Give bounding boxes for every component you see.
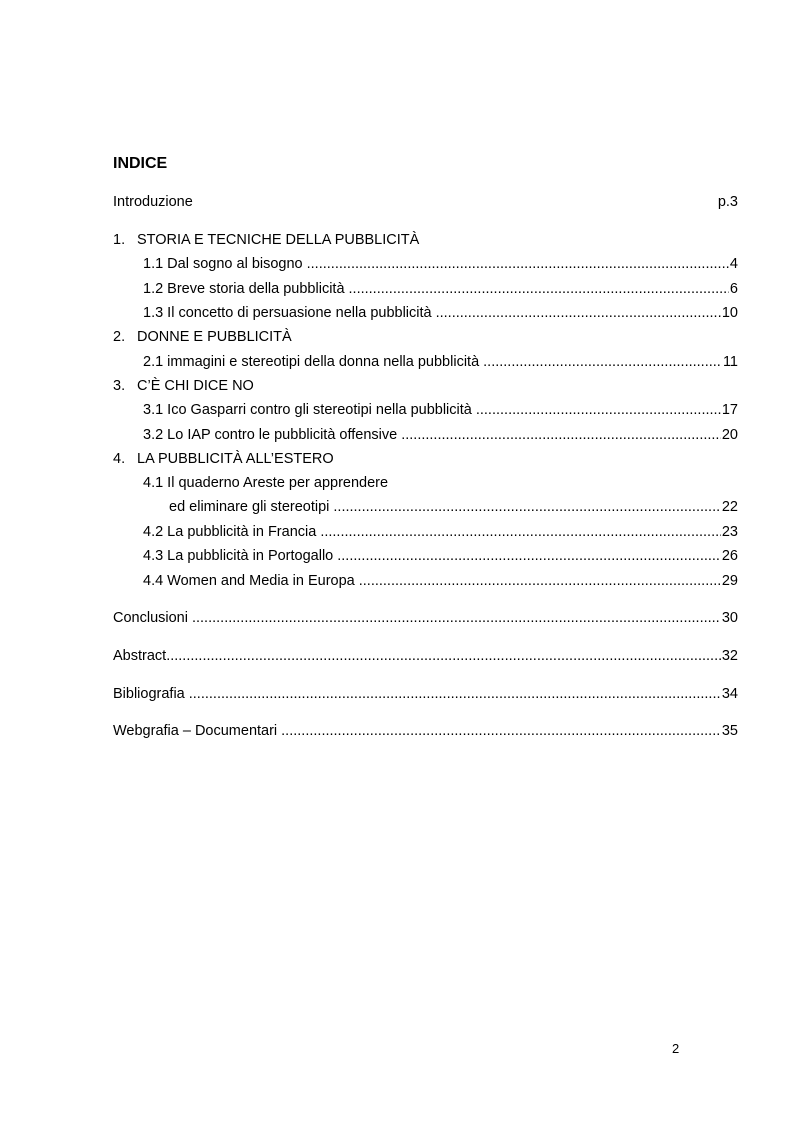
toc-entry <box>113 686 738 706</box>
page-number: 2 <box>672 1041 680 1056</box>
toc-label: 4.3 La pubblicità in Portogallo <box>143 548 334 564</box>
toc-label: Abstract <box>113 648 167 664</box>
toc-label: 4.2 La pubblicità in Francia <box>143 524 317 540</box>
toc-entry <box>143 548 738 568</box>
toc-entry <box>143 427 738 447</box>
section-number: 3. <box>113 378 126 394</box>
leader-dots <box>359 573 721 589</box>
toc-label: 3.2 Lo IAP contro le pubblicità offensive <box>143 427 398 443</box>
leader-dots <box>349 281 729 297</box>
toc-page: 20 <box>721 427 738 443</box>
toc-entry <box>169 499 738 519</box>
toc-page: 29 <box>721 573 738 589</box>
leader-dots <box>436 305 721 321</box>
section-label: LA PUBBLICITÀ ALL’ESTERO <box>137 451 334 467</box>
toc-entry <box>143 281 738 301</box>
toc-intro <box>113 194 738 214</box>
toc-label: Conclusioni <box>113 610 188 626</box>
leader-dots <box>166 648 721 664</box>
leader-dots <box>483 354 722 370</box>
toc-page: 11 <box>722 354 738 370</box>
toc-section <box>113 451 738 471</box>
toc-section <box>113 329 738 349</box>
toc-entry <box>143 305 738 325</box>
toc-page: 35 <box>721 723 738 739</box>
toc-entry <box>143 256 738 276</box>
leader-dots <box>189 686 721 702</box>
toc-page: 22 <box>721 499 738 515</box>
toc-page: 23 <box>721 524 738 540</box>
section-number: 4. <box>113 451 126 467</box>
toc-label: 1.1 Dal sogno al bisogno <box>143 256 303 272</box>
toc-page: 17 <box>721 402 738 418</box>
toc-entry <box>143 475 738 495</box>
leader-dots <box>337 548 721 564</box>
toc-label: ed eliminare gli stereotipi <box>169 499 330 515</box>
toc-label: Webgrafia – Documentari <box>113 723 278 739</box>
toc-label: 1.2 Breve storia della pubblicità <box>143 281 345 297</box>
section-label: C’È CHI DICE NO <box>137 378 254 394</box>
toc-label: 4.1 Il quaderno Areste per apprendere <box>143 475 389 491</box>
toc-page: 6 <box>729 281 738 297</box>
toc-entry <box>143 402 738 422</box>
section-label: DONNE E PUBBLICITÀ <box>137 329 292 345</box>
toc-label: Bibliografia <box>113 686 185 702</box>
toc-label: 1.3 Il concetto di persuasione nella pubblicità <box>143 305 432 321</box>
toc-entry <box>113 648 738 668</box>
toc-entry <box>113 723 738 743</box>
leader-dots <box>333 499 720 515</box>
leader-dots <box>281 723 721 739</box>
section-number: 2. <box>113 329 126 345</box>
toc-label: Introduzione <box>113 194 193 210</box>
toc-entry <box>143 354 738 374</box>
toc-entry <box>143 524 738 544</box>
toc-label: 2.1 immagini e stereotipi della donna nella pubblicità <box>143 354 480 370</box>
toc-label: 4.4 Women and Media in Europa <box>143 573 355 589</box>
toc-page: 30 <box>721 610 738 626</box>
leader-dots <box>307 256 729 272</box>
leader-dots <box>401 427 721 443</box>
toc-section <box>113 378 738 398</box>
toc-page: 10 <box>721 305 738 321</box>
toc-section <box>113 232 738 252</box>
toc-label: 3.1 Ico Gasparri contro gli stereotipi nella pubblicità <box>143 402 472 418</box>
toc-page: 4 <box>729 256 738 272</box>
toc-page: 26 <box>721 548 738 564</box>
leader-dots <box>476 402 721 418</box>
section-number: 1. <box>113 232 126 248</box>
leader-dots <box>320 524 721 540</box>
section-label: STORIA E TECNICHE DELLA PUBBLICITÀ <box>137 232 420 248</box>
index-title: INDICE <box>113 155 168 172</box>
toc-page: 34 <box>721 686 738 702</box>
toc-entry <box>113 610 738 630</box>
toc-entry <box>143 573 738 593</box>
leader-dots <box>192 610 721 626</box>
toc-page: p.3 <box>717 194 738 210</box>
toc-page: 32 <box>721 648 738 664</box>
